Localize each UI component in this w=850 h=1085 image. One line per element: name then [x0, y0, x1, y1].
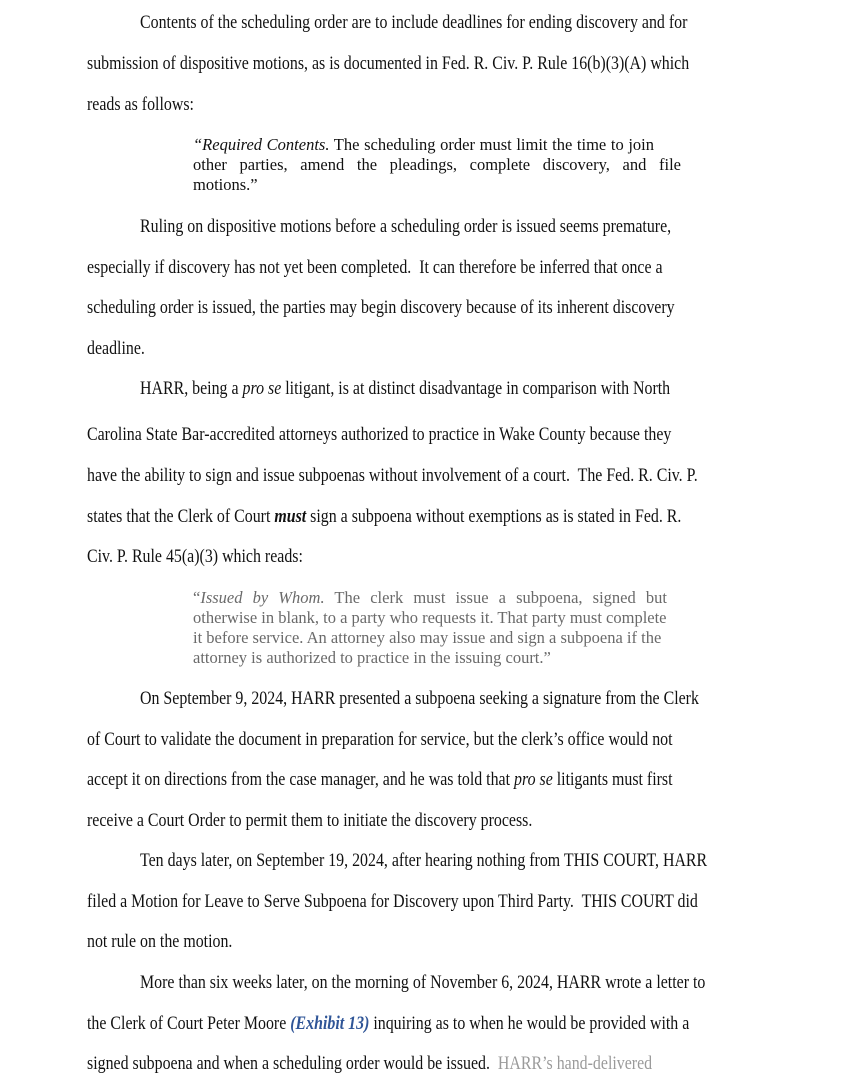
- quote-text: The scheduling order must limit the time to join: [329, 135, 654, 154]
- quote-heading: “Required Contents.: [193, 135, 330, 154]
- paragraph-2-line-4: deadline.: [87, 339, 145, 359]
- text: signed subpoena and when a scheduling order would be issued.: [87, 1054, 498, 1074]
- quote-heading: Issued by Whom.: [200, 588, 325, 607]
- paragraph-6-line-1: More than six weeks later, on the morning of November 6, 2024, HARR wrote a letter to: [140, 973, 706, 993]
- paragraph-4-line-3: [87, 769, 673, 791]
- rule-16-quote-line-2: other parties, amend the pleadings, complete discovery, and file: [193, 155, 681, 174]
- paragraph-4-line-4: receive a Court Order to permit them to initiate the discovery process.: [87, 811, 533, 831]
- paragraph-6-line-2: [87, 1013, 689, 1035]
- paragraph-3-line-3: have the ability to sign and issue subpoenas without involvement of a court. The Fed. R. Civ. P.: [87, 466, 698, 486]
- paragraph-4-line-2: of Court to validate the document in preparation for service, but the clerk’s office would not: [87, 730, 673, 750]
- text: states that the Clerk of Court: [87, 507, 275, 527]
- text: accept it on directions from the case manager, and he was told that: [87, 770, 515, 790]
- paragraph-3-line-5: Civ. P. Rule 45(a)(3) which reads:: [87, 547, 303, 567]
- paragraph-1-line-2: submission of dispositive motions, as is documented in Fed. R. Civ. P. Rule 16(b)(3)(A) which: [87, 54, 690, 74]
- paragraph-5-line-1: Ten days later, on September 19, 2024, after hearing nothing from THIS COURT, HARR: [140, 851, 708, 871]
- rule-45-quote-line-1: [193, 588, 667, 609]
- italic-text: pro se: [242, 379, 282, 399]
- paragraph-5-line-2: filed a Motion for Leave to Serve Subpoena for Discovery upon Third Party. THIS COURT did: [87, 892, 698, 912]
- text: litigant, is at distinct disadvantage in comparison with North: [281, 379, 671, 399]
- text: inquiring as to when he would be provided with a: [369, 1014, 690, 1034]
- text: sign a subpoena without exemptions as is stated in Fed. R.: [306, 507, 682, 527]
- paragraph-3-line-4: [87, 506, 681, 528]
- rule-16-quote-line-1: [193, 135, 654, 156]
- paragraph-2-line-2: especially if discovery has not yet been completed. It can therefore be inferred that once a: [87, 258, 663, 278]
- paragraph-6-line-3: [87, 1053, 652, 1075]
- paragraph-2-line-1: Ruling on dispositive motions before a scheduling order is issued seems premature,: [140, 217, 672, 237]
- open-quote: “: [193, 588, 201, 607]
- quote-text: The clerk must issue a subpoena, signed but: [324, 588, 667, 607]
- paragraph-1-line-1: Contents of the scheduling order are to include deadlines for ending discovery and for: [140, 13, 688, 33]
- paragraph-3-line-2: Carolina State Bar-accredited attorneys authorized to practice in Wake County because they: [87, 425, 672, 445]
- paragraph-2-line-3: scheduling order is issued, the parties may begin discovery because of its inherent discovery: [87, 298, 675, 318]
- rule-16-quote-line-3: motions.”: [193, 175, 258, 194]
- rule-45-quote-line-3: it before service. An attorney also may issue and sign a subpoena if the: [193, 628, 662, 647]
- emphasis-text: must: [274, 507, 307, 527]
- paragraph-3-line-1: [140, 378, 670, 400]
- text: HARR, being a: [140, 379, 243, 399]
- exhibit-13-link[interactable]: (Exhibit 13): [290, 1014, 370, 1034]
- italic-text: pro se: [514, 770, 553, 790]
- faded-text: HARR’s hand-delivered: [497, 1054, 653, 1074]
- paragraph-4-line-1: On September 9, 2024, HARR presented a subpoena seeking a signature from the Clerk: [140, 689, 699, 709]
- rule-45-quote-line-2: otherwise in blank, to a party who requests it. That party must complete: [193, 608, 667, 627]
- paragraph-1-line-3: reads as follows:: [87, 95, 194, 115]
- paragraph-5-line-3: not rule on the motion.: [87, 932, 233, 952]
- text: the Clerk of Court Peter Moore: [87, 1014, 291, 1034]
- rule-45-quote-line-4: attorney is authorized to practice in the issuing court.”: [193, 648, 551, 667]
- text: litigants must first: [552, 770, 673, 790]
